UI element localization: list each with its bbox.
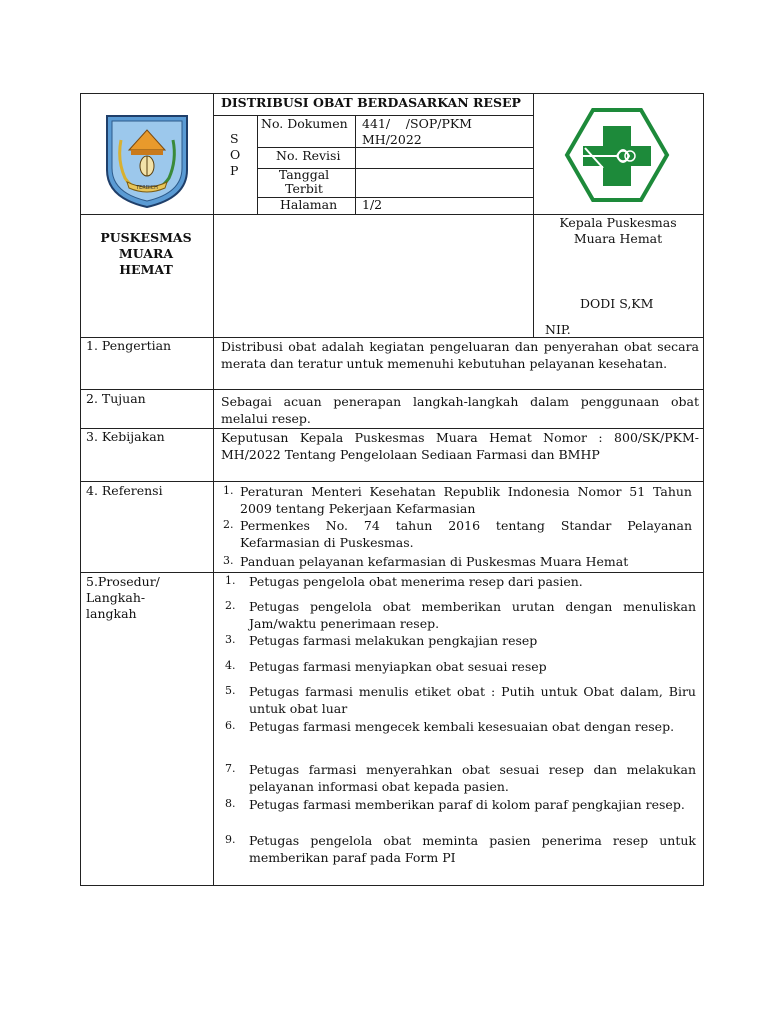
prosedur-number: 6. [225, 719, 236, 732]
prosedur-number: 1. [225, 574, 236, 587]
organization-name: PUSKESMAS MUARA HEMAT [100, 230, 192, 277]
prosedur-item: Petugas farmasi memberikan paraf di kolom paraf pengkajian resep. [249, 797, 685, 812]
issue-date-label: Tanggal Terbit [278, 167, 330, 196]
prosedur-item: Petugas farmasi menyiapkan obat sesuai resep [249, 659, 547, 674]
prosedur-number: 7. [225, 762, 236, 775]
section-text-kebijakan: Keputusan Kepala Puskesmas Muara Hemat Nomor : 800/SK/PKM- MH/2022 Tentang Pengelolaan Sediaan Farmasi dan BMHP [221, 430, 699, 462]
section-text-tujuan: Sebagai acuan penerapan langkah-langkah dalam penggunaan obat melalui resep. [221, 394, 699, 426]
prosedur-number: 4. [225, 659, 236, 672]
doc-number-value: 441/ /SOP/PKM MH/2022 [362, 116, 472, 147]
sop-letter-o: O [230, 147, 241, 162]
page-value: 1/2 [362, 197, 383, 212]
prosedur-item: Petugas farmasi melakukan pengkajian resep [249, 633, 538, 648]
revision-label: No. Revisi [276, 148, 341, 163]
prosedur-item: Petugas farmasi menulis etiket obat : Putih untuk Obat dalam, Biru untuk obat luar [249, 684, 696, 716]
doc-number-label: No. Dokumen [261, 116, 348, 131]
signer-name: DODI S,KM [580, 296, 654, 311]
svg-text:TERBICH: TERBICH [136, 185, 158, 191]
prosedur-number: 8. [225, 797, 236, 810]
regency-emblem-logo [103, 110, 191, 210]
puskesmas-cross-logo [563, 108, 671, 202]
referensi-item: Permenkes No. 74 tahun 2016 tentang Standar Pelayanan Kefarmasian di Puskesmas. [240, 518, 692, 550]
section-label-prosedur: 5.Prosedur/ Langkah- langkah [86, 574, 160, 621]
prosedur-number: 2. [225, 599, 236, 612]
prosedur-number: 9. [225, 833, 236, 846]
referensi-item: Peraturan Menteri Kesehatan Republik Indonesia Nomor 51 Tahun 2009 tentang Pekerjaan Kefarmasian [240, 484, 692, 516]
sop-letter-p: P [230, 163, 239, 178]
prosedur-item: Petugas pengelola obat memberikan urutan dengan menuliskan Jam/waktu penerimaan resep. [249, 599, 696, 631]
signer-nip: NIP. [545, 322, 571, 337]
referensi-number: 2. [223, 518, 234, 531]
prosedur-number: 3. [225, 633, 236, 646]
document-title: DISTRIBUSI OBAT BERDASARKAN RESEP [221, 95, 521, 110]
prosedur-item: Petugas pengelola obat menerima resep dari pasien. [249, 574, 583, 589]
prosedur-item: Petugas farmasi mengecek kembali kesesuaian obat dengan resep. [249, 719, 675, 734]
prosedur-item: Petugas farmasi menyerahkan obat sesuai resep dan melakukan pelayanan informasi obat kepada pasien. [249, 762, 696, 794]
section-label-referensi: 4. Referensi [86, 483, 163, 498]
section-label-tujuan: 2. Tujuan [86, 391, 146, 406]
referensi-number: 1. [223, 484, 234, 497]
prosedur-item: Petugas pengelola obat meminta pasien penerima resep untuk memberikan paraf pada Form PI [249, 833, 696, 865]
referensi-item: Panduan pelayanan kefarmasian di Puskesmas Muara Hemat [240, 554, 629, 569]
section-label-kebijakan: 3. Kebijakan [86, 429, 165, 444]
prosedur-number: 5. [225, 684, 236, 697]
referensi-number: 3. [223, 554, 234, 567]
signer-title: Kepala Puskesmas Muara Hemat [559, 215, 677, 246]
section-label-pengertian: 1. Pengertian [86, 338, 172, 353]
section-text-pengertian: Distribusi obat adalah kegiatan pengeluaran dan penyerahan obat secara merata dan teratur untuk memenuhi kebutuhan pelayanan kesehatan. [221, 339, 699, 371]
sop-letter-s: S [230, 131, 239, 146]
page-label: Halaman [280, 197, 338, 212]
